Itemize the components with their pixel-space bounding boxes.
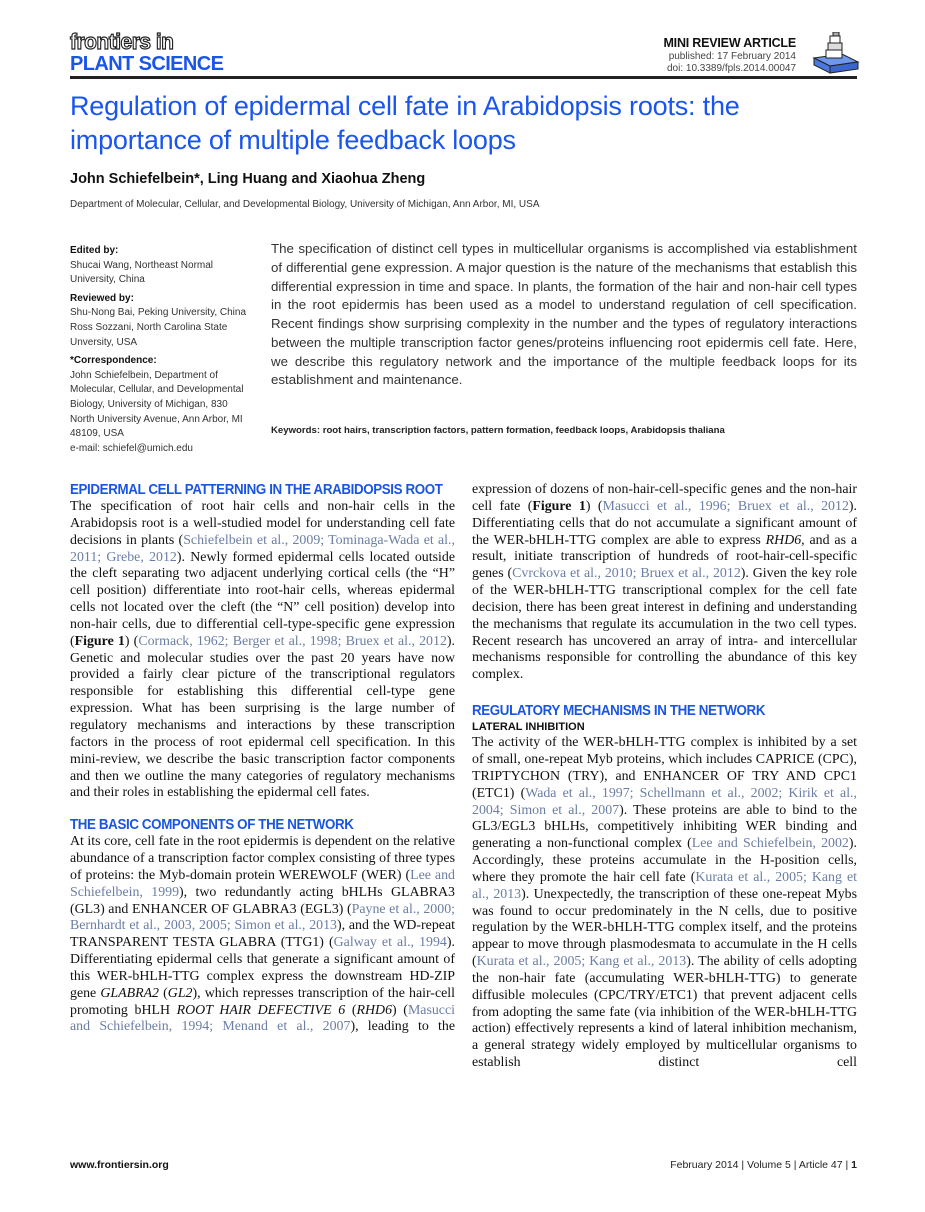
text-segment: ROOT HAIR DEFECTIVE 6	[176, 1002, 346, 1018]
text-segment: ). Differentiating epidermal cells that generate a significant amount of this WER-bHLH-TTG complex express the downstream HD-ZIP gene	[70, 935, 455, 1001]
citation-link[interactable]: Galway et al., 1994	[333, 935, 447, 951]
body-paragraph	[472, 735, 857, 1072]
text-segment: ) (	[392, 1002, 408, 1018]
section-heading: EPIDERMAL CELL PATTERNING IN THE ARABIDOPSIS ROOT	[70, 482, 443, 498]
text-segment: GL2	[167, 985, 193, 1001]
text-segment: ), and the WD-repeat TRANSPARENT TESTA GLABRA (TTG1) (	[70, 918, 455, 951]
abstract: The specification of distinct cell types in multicellular organisms is accomplished via establishment of differential gene expression. A major question is the nature of the mechanisms that establish this differential expression in time and space. In plants, the formation of the hair and non-hair cell types in the root epidermis has been used as a model to understand regulation of cell specification. Recent findings show surprising complexity in the number and the types of regulatory interactions between the multiple transcription factor genes/proteins influencing root epidermis cell fate. Here, we describe this regulatory network and the importance of the multiple feedback loops for its establishment and maintenance.	[271, 241, 857, 388]
subsection-heading: LATERAL INHIBITION	[472, 721, 585, 734]
reviewer: Shu-Nong Bai, Peking University, China	[70, 307, 247, 319]
body-paragraph	[472, 482, 857, 684]
correspondence-label: *Correspondence:	[70, 355, 157, 367]
affiliation: Department of Molecular, Cellular, and Developmental Biology, University of Michigan, Ann Arbor, MI, USA	[70, 199, 540, 210]
article-type: MINI REVIEW ARTICLE	[663, 36, 796, 50]
text-segment: ), leading to the	[350, 1019, 455, 1035]
doi[interactable]: doi: 10.3389/fpls.2014.00047	[667, 63, 796, 74]
text-segment: ). Differentiating cells that do not accumulate a significant amount of the WER-bHLH-TTG complex are able to express	[472, 498, 857, 548]
page-number: 1	[851, 1159, 857, 1171]
body-paragraph	[70, 499, 455, 802]
citation-link[interactable]: Masucci and Schiefelbein, 1994; Menand et al., 2007	[70, 1002, 455, 1035]
citation-link[interactable]: Lee and Schiefelbein, 2002	[691, 836, 849, 852]
text-segment: GLABRA2	[100, 985, 160, 1001]
text-segment: The specification of root hair cells and non-hair cells in the Arabidopsis root is a well-studied model for understanding cell fate decisions in plants (	[70, 499, 455, 548]
article-title: Regulation of epidermal cell fate in Arabidopsis roots: the importance of multiple feedback loops	[70, 91, 740, 155]
figure-reference[interactable]: Figure 1	[74, 633, 125, 649]
section-heading: THE BASIC COMPONENTS OF THE NETWORK	[70, 817, 354, 834]
reviewed-by-label: Reviewed by:	[70, 292, 134, 304]
text-segment: ). Accordingly, these proteins accumulate in the H-position cells, where they promote the hair cell fate (	[472, 836, 857, 885]
text-segment: ). Unexpectedly, the transcription of these one-repeat Mybs was found to occur predominately in the N cells, due to positive regulation by the WER-bHLH-TTG complex itself, and the proteins appear to move through plasmodesmata to accumulate in the H cells (	[472, 886, 857, 970]
reviewer: Ross Sozzani, North Carolina State Unversity, USA	[70, 321, 228, 348]
editor: Shucai Wang, Northeast Normal University, China	[70, 259, 214, 286]
editorial-sidebar	[70, 244, 250, 456]
footer-issue-info	[670, 1159, 857, 1171]
citation-link[interactable]: Cvrckova et al., 2010; Bruex et al., 2012	[512, 566, 741, 582]
figure-reference[interactable]: Figure 1	[532, 498, 586, 514]
citation-link[interactable]: Payne et al., 2000; Bernhardt et al., 2003, 2005; Simon et al., 2013	[70, 901, 455, 934]
text-segment: ). Genetic and molecular studies over the past 20 years have now provided a fairly clear picture of the transcriptional regulators responsible for establishing this differential cell-type gene expression. What has been surprising is the large number of regulatory mechanisms and interactions by these transcription factors in the process of root epidermal cell specification. In this mini-review, we describe the basic transcription factor components and then we outline the many categories of regulatory mechanisms and their roles in establishing the epidermal cell fates.	[70, 633, 455, 801]
header-rule	[70, 76, 857, 79]
body-paragraph	[70, 834, 455, 1036]
text-segment: expression of dozens of non-hair-cell-specific genes and the non-hair cell fate (	[472, 482, 857, 514]
citation-link[interactable]: Kurata et al., 2005; Kang et al., 2013	[472, 869, 857, 902]
text-segment: ), which represses transcription of the hair-cell promoting bHLH	[70, 985, 455, 1018]
published-date: published: 17 February 2014	[668, 51, 796, 62]
journal-logo-frontiers[interactable]: frontiers in	[70, 29, 174, 54]
text-segment: ). Newly formed epidermal cells located outside the cleft separating two adjacent underlying cortical cells (the “H” cell position) differentiate into root-hair cells, whereas epidermal cells not located over the cleft (the “N” cell position) develop into non-hair cells, due to differential cell-type-specific gene expression (	[70, 549, 455, 649]
text-segment: ). These proteins are able to bind to the GL3/EGL3 bHLHs, competitively inhibiting WER binding and generating a non-functional complex (	[472, 802, 857, 852]
correspondence-email[interactable]: e-mail: schiefel@umich.edu	[70, 442, 193, 454]
section-stack-icon	[812, 32, 860, 74]
journal-logo-name[interactable]: PLANT SCIENCE	[70, 53, 224, 75]
publication-info	[667, 51, 796, 75]
citation-link[interactable]: Schiefelbein et al., 2009; Tominaga-Wada et al., 2011; Grebe, 2012	[70, 532, 455, 565]
text-segment: ). The ability of cells adopting the non-hair fate (accumulating WER-bHLH-TTG) to generate diffusible molecules (CPC/TRY/ETC1) that prevent adjacent cells from adopting the same fate (via inhibition of the WER-bHLH-TTG action) effectively represents a kind of lateral inhibition mechanism, a general strategy widely employed by multicellular organisms to establish distinct cell	[472, 954, 857, 1071]
correspondence-address: John Schiefelbein, Department of Molecular, Cellular, and Developmental Biology, University of Michigan, 830 North University Avenue, Ann Arbor, MI 48109, USA	[70, 369, 244, 440]
section-heading: REGULATORY MECHANISMS IN THE NETWORK	[472, 703, 766, 720]
text-segment: The activity of the WER-bHLH-TTG complex is inhibited by a set of small, one-repeat Myb proteins, which includes CAPRICE (CPC), TRIPTYCHON (TRY), and ENHANCER OF TRY AND CPC1 (ETC1) (	[472, 735, 857, 801]
text-segment: At its core, cell fate in the root epidermis is dependent on the relative abundance of a transcription factor complex consisting of three types of proteins: the Myb-domain protein WEREWOLF (WER) (	[70, 834, 455, 883]
text-segment: ) (	[124, 633, 139, 649]
authors: John Schiefelbein*, Ling Huang and Xiaohua Zheng	[70, 171, 426, 187]
citation-link[interactable]: Wada et al., 1997; Schellmann et al., 2002; Kirik et al., 2004; Simon et al., 2007	[472, 785, 858, 818]
text-segment: ), two redundantly acting bHLHs GLABRA3 (GL3) and ENHANCER OF GLABRA3 (EGL3) (	[70, 884, 455, 917]
text-segment: RHD6	[765, 532, 802, 548]
edited-by-label: Edited by:	[70, 245, 119, 256]
issue-info: February 2014 | Volume 5 | Article 47 |	[670, 1159, 852, 1171]
text-segment: ) (	[585, 498, 603, 514]
text-segment: , and as a result, initiate transcription of hundreds of root-hair-cell-specific genes (	[472, 532, 857, 582]
text-segment: (	[159, 985, 168, 1001]
citation-link[interactable]: Kurata et al., 2005; Kang et al., 2013	[476, 954, 687, 970]
keywords: Keywords: root hairs, transcription factors, pattern formation, feedback loops, Arabidopsis thaliana	[271, 425, 725, 436]
citation-link[interactable]: Lee and Schiefelbein, 1999	[70, 867, 455, 900]
right-column	[472, 482, 857, 1072]
text-segment: (	[345, 1002, 357, 1018]
text-segment: RHD6	[356, 1002, 393, 1018]
left-column	[70, 482, 455, 1036]
footer-website[interactable]: www.frontiersin.org	[70, 1159, 169, 1171]
text-segment: ). Given the key role of the WER-bHLH-TTG transcriptional complex for the cell fate decision, there has been great interest in defining and understanding the mechanisms that regulate its accumulation in the two cell types. Recent research has uncovered an array of intra- and intercellular mechanisms responsible for controlling the abundance of this key complex.	[472, 566, 857, 683]
citation-link[interactable]: Masucci et al., 1996; Bruex et al., 2012	[602, 498, 849, 514]
citation-link[interactable]: Cormack, 1962; Berger et al., 1998; Bruex et al., 2012	[138, 633, 447, 649]
